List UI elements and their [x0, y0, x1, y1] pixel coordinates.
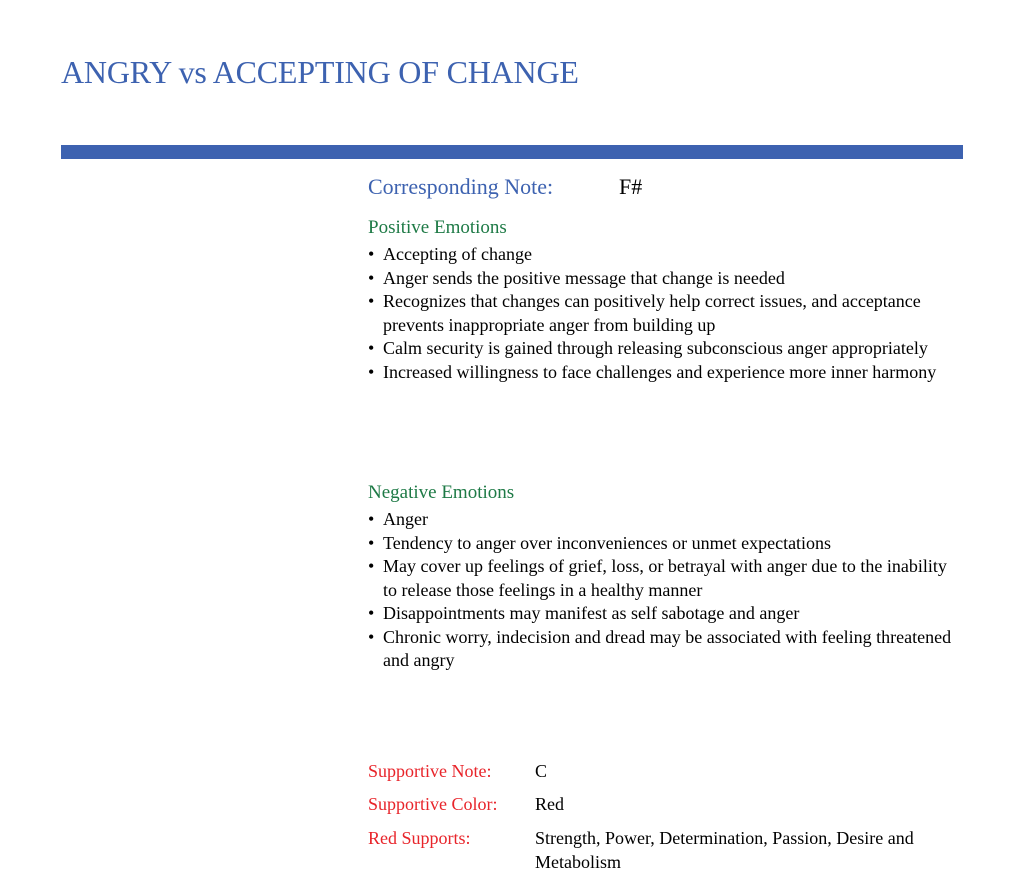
supportive-color-value: Red: [535, 794, 564, 814]
red-supports-value: Strength, Power, Determination, Passion, Desire and Metabolism: [535, 828, 914, 872]
positive-emotions-section: [368, 216, 958, 384]
supportive-note-label: Supportive Note:: [368, 761, 492, 781]
list-item: • Anger sends the positive message that change is needed: [368, 267, 958, 291]
negative-emotions-list: [368, 508, 958, 673]
corresponding-note: [368, 174, 643, 200]
positive-emotions-list: [368, 243, 958, 384]
positive-emotions-heading: Positive Emotions: [368, 217, 507, 238]
negative-emotions-heading: Negative Emotions: [368, 482, 515, 503]
page-title: ANGRY vs ACCEPTING OF CHANGE: [61, 54, 579, 90]
list-item: • Anger: [368, 508, 958, 532]
red-supports-label: Red Supports:: [368, 828, 471, 848]
supportive-note-value: C: [535, 761, 548, 781]
list-item: • Calm security is gained through releasing subconscious anger appropriately: [368, 337, 958, 361]
list-item: • Increased willingness to face challenges and experience more inner harmony: [368, 361, 958, 385]
list-item: • Accepting of change: [368, 243, 958, 267]
list-item: • Chronic worry, indecision and dread may be associated with feeling threatened and angry: [368, 626, 958, 673]
list-item: • Tendency to anger over inconveniences or unmet expectations: [368, 532, 958, 556]
corresponding-note-label: Corresponding Note:: [368, 174, 554, 199]
title-divider-bar: [61, 145, 963, 159]
negative-emotions-section: [368, 481, 958, 673]
supportive-color-label: Supportive Color:: [368, 794, 498, 814]
corresponding-note-value: F#: [619, 174, 643, 199]
list-item: • May cover up feelings of grief, loss, or betrayal with anger due to the inability to release those feelings in a healthy manner: [368, 555, 958, 602]
list-item: • Disappointments may manifest as self sabotage and anger: [368, 602, 958, 626]
list-item: • Recognizes that changes can positively help correct issues, and acceptance prevents inappropriate anger from building up: [368, 290, 958, 337]
